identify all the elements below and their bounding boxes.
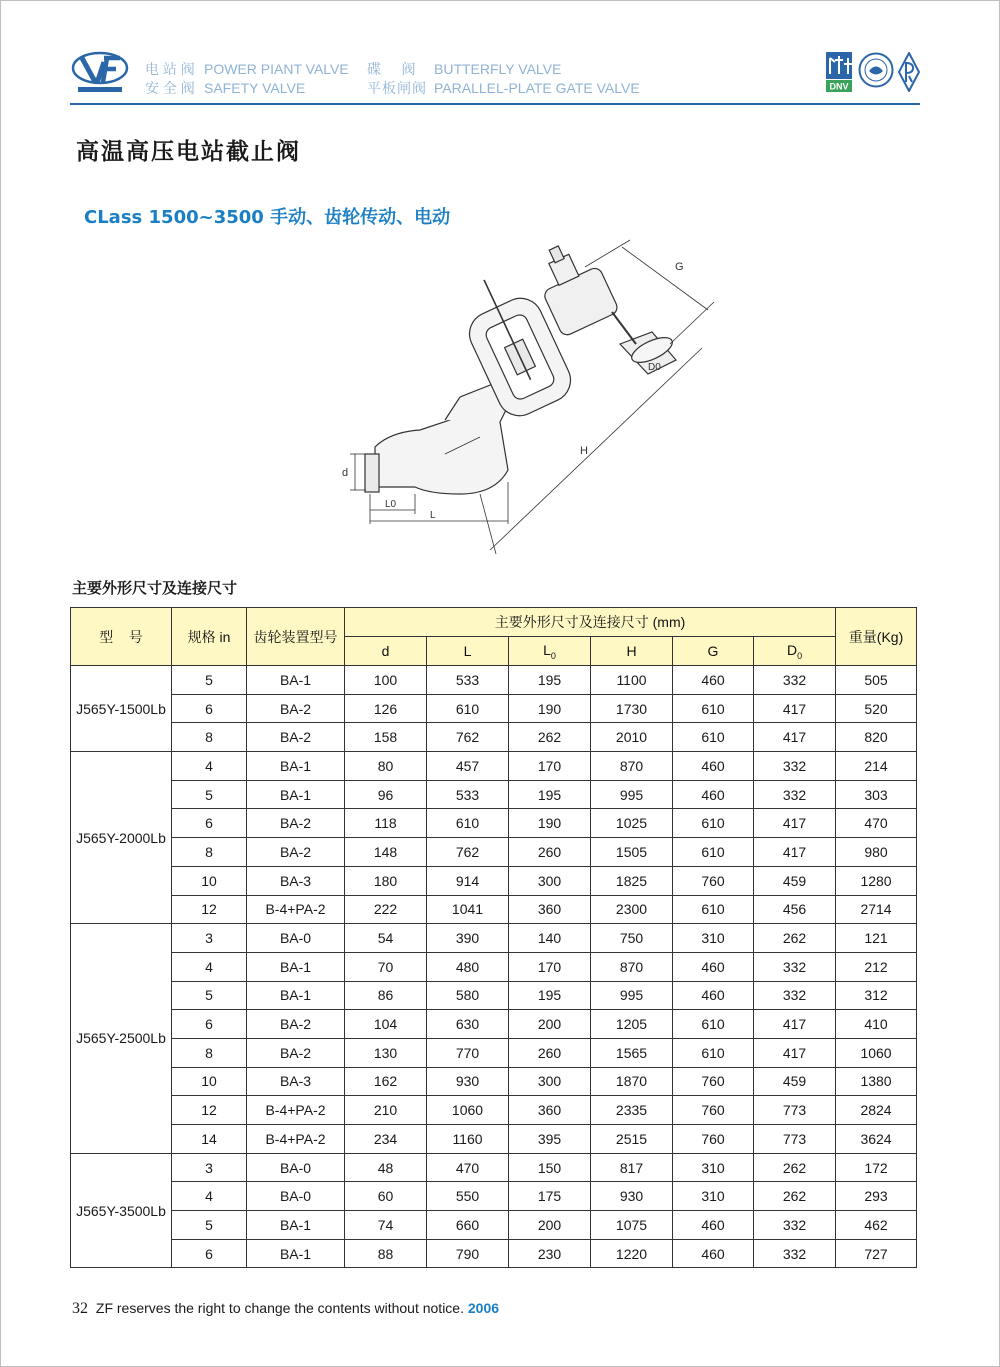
table-body [71,666,917,1268]
model-cell: J565Y-1500Lb [71,666,172,752]
cell-d: 104 [345,1010,427,1039]
dnv-cert-icon [826,52,852,92]
cell-d0: 332 [754,780,836,809]
cell-gear: BA-1 [247,752,345,781]
cell-d0: 332 [754,666,836,695]
table-row [71,1153,917,1182]
header-dims-group: 主要外形尺寸及连接尺寸 (mm) [345,608,836,637]
cell-gear: BA-2 [247,809,345,838]
cell-h: 1025 [591,809,673,838]
cell-d0: 417 [754,1010,836,1039]
label-d0: D0 [648,362,661,373]
footer-notice: ZF reserves the right to change the contents without notice. [95,1300,464,1316]
page-number: 32 [72,1300,88,1317]
cell-h: 2515 [591,1125,673,1154]
cell-weight: 214 [836,752,917,781]
page-subtitle: CLass 1500~3500 手动、齿轮传动、电动 [84,207,451,228]
cell-size: 5 [172,1211,247,1240]
cell-weight: 980 [836,838,917,867]
cell-size: 8 [172,838,247,867]
table-row [71,1010,917,1039]
cell-weight: 303 [836,780,917,809]
cell-d: 162 [345,1067,427,1096]
cell-h: 1565 [591,1038,673,1067]
table-row [71,1067,917,1096]
cell-l0: 175 [509,1182,591,1211]
header-cn-column-2 [367,60,427,98]
cell-size: 12 [172,1096,247,1125]
cell-l: 610 [427,809,509,838]
cell-g: 460 [673,981,754,1010]
header-cn-column-1 [145,60,195,98]
cell-d: 118 [345,809,427,838]
cell-d0: 262 [754,1153,836,1182]
cell-size: 6 [172,809,247,838]
cell-weight: 1380 [836,1067,917,1096]
header-text: PARALLEL-PLATE GATE VALVE [434,80,640,96]
cell-h: 1205 [591,1010,673,1039]
header-d: d [345,637,427,666]
cell-gear: BA-1 [247,666,345,695]
cell-d0: 417 [754,838,836,867]
model-cell: J565Y-3500Lb [71,1153,172,1268]
cell-h: 1825 [591,866,673,895]
cell-weight: 520 [836,694,917,723]
cell-d: 100 [345,666,427,695]
header-h: H [591,637,673,666]
cell-l0: 170 [509,752,591,781]
cell-h: 1870 [591,1067,673,1096]
cell-l: 770 [427,1038,509,1067]
cell-gear: BA-3 [247,866,345,895]
valve-dimension-drawing [330,232,720,562]
header-gear: 齿轮装置型号 [247,608,345,666]
cell-gear: BA-0 [247,924,345,953]
table-row [71,981,917,1010]
cell-d: 148 [345,838,427,867]
page-header [70,40,920,104]
header-text: SAFETY VALVE [204,80,306,96]
cell-h: 1220 [591,1239,673,1268]
cell-l0: 195 [509,666,591,695]
cell-l: 390 [427,924,509,953]
cell-d0: 262 [754,924,836,953]
cell-l: 610 [427,694,509,723]
page-title: 高温高压电站截止阀 [76,139,301,165]
table-row [71,666,917,695]
table-row [71,694,917,723]
label-l: L [430,510,436,521]
cell-g: 760 [673,1125,754,1154]
cell-l: 660 [427,1211,509,1240]
cell-l: 457 [427,752,509,781]
cell-d: 88 [345,1239,427,1268]
cell-l: 914 [427,866,509,895]
cell-weight: 505 [836,666,917,695]
table-row [71,1096,917,1125]
header-text: 电 站 阀 [145,61,195,77]
cell-d: 180 [345,866,427,895]
cell-g: 460 [673,1211,754,1240]
cell-size: 8 [172,723,247,752]
cell-d: 60 [345,1182,427,1211]
header-d0 [754,637,836,666]
cell-size: 4 [172,752,247,781]
header-en-column-1 [204,60,349,98]
label-g: G [675,261,684,273]
cell-g: 310 [673,1153,754,1182]
cell-g: 610 [673,809,754,838]
header-text: POWER PIANT VALVE [204,61,349,77]
cell-l: 480 [427,952,509,981]
cell-l: 1160 [427,1125,509,1154]
dimension-d [350,454,366,490]
header-g: G [673,637,754,666]
cell-gear: B-4+PA-2 [247,895,345,924]
cell-l0: 260 [509,1038,591,1067]
cell-g: 610 [673,895,754,924]
cell-gear: B-4+PA-2 [247,1125,345,1154]
cell-h: 1075 [591,1211,673,1240]
cell-size: 6 [172,694,247,723]
cell-g: 460 [673,1239,754,1268]
handwheel [612,312,676,374]
table-row [71,1125,917,1154]
cell-d0: 417 [754,723,836,752]
valve-body [375,410,508,494]
label-l0: L0 [385,499,397,510]
cell-gear: BA-1 [247,952,345,981]
cell-size: 14 [172,1125,247,1154]
header-d0-main: D [786,641,798,658]
table-caption: 主要外形尺寸及连接尺寸 [72,579,238,597]
cell-g: 760 [673,1067,754,1096]
cell-size: 12 [172,895,247,924]
cell-l: 533 [427,780,509,809]
cell-gear: BA-2 [247,723,345,752]
cell-h: 1730 [591,694,673,723]
table-row [71,1211,917,1240]
cell-h: 995 [591,780,673,809]
cell-d0: 456 [754,895,836,924]
cell-size: 5 [172,666,247,695]
cell-g: 610 [673,1010,754,1039]
cell-l0: 150 [509,1153,591,1182]
cell-d0: 262 [754,1182,836,1211]
cell-l0: 395 [509,1125,591,1154]
header-text: 安 全 阀 [145,80,195,96]
cell-weight: 462 [836,1211,917,1240]
table-row [71,895,917,924]
cell-d0: 417 [754,694,836,723]
cell-size: 4 [172,952,247,981]
page-footer [72,1300,499,1318]
cell-d: 96 [345,780,427,809]
cell-d: 48 [345,1153,427,1182]
table-row [71,866,917,895]
cell-gear: B-4+PA-2 [247,1096,345,1125]
cell-weight: 2824 [836,1096,917,1125]
table-row [71,838,917,867]
header-l: L [427,637,509,666]
dimensions-table [70,607,917,1268]
cell-l0: 170 [509,952,591,981]
cell-g: 460 [673,666,754,695]
cell-weight: 2714 [836,895,917,924]
cell-h: 930 [591,1182,673,1211]
cell-gear: BA-1 [247,1211,345,1240]
cell-size: 6 [172,1239,247,1268]
cell-weight: 3624 [836,1125,917,1154]
cell-gear: BA-0 [247,1153,345,1182]
company-logo-icon [70,48,130,96]
cell-d0: 417 [754,809,836,838]
cell-h: 750 [591,924,673,953]
cell-g: 310 [673,924,754,953]
cell-gear: BA-2 [247,1038,345,1067]
cell-weight: 820 [836,723,917,752]
header-text: 平板闸阀 [367,80,427,96]
header-text: 碟 阀 [367,61,417,77]
table-row [71,809,917,838]
cell-l: 470 [427,1153,509,1182]
cell-d0: 459 [754,866,836,895]
cell-l0: 190 [509,809,591,838]
cell-size: 10 [172,1067,247,1096]
table-row [71,952,917,981]
cell-l0: 200 [509,1211,591,1240]
cell-h: 870 [591,752,673,781]
table-row [71,723,917,752]
cell-weight: 172 [836,1153,917,1182]
cell-l: 533 [427,666,509,695]
cell-l: 550 [427,1182,509,1211]
cell-d: 158 [345,723,427,752]
cell-gear: BA-1 [247,981,345,1010]
model-cell: J565Y-2000Lb [71,752,172,924]
cell-gear: BA-1 [247,780,345,809]
cell-h: 2300 [591,895,673,924]
cell-g: 610 [673,1038,754,1067]
cell-weight: 312 [836,981,917,1010]
cell-size: 4 [172,1182,247,1211]
cell-d0: 332 [754,952,836,981]
cell-size: 3 [172,924,247,953]
cell-l0: 300 [509,1067,591,1096]
api-monogram-icon [898,52,920,92]
cell-weight: 410 [836,1010,917,1039]
cell-d: 80 [345,752,427,781]
cell-d: 210 [345,1096,427,1125]
header-l0-sub: 0 [550,650,556,661]
cell-l0: 200 [509,1010,591,1039]
table-row [71,1239,917,1268]
cell-l0: 195 [509,981,591,1010]
cell-weight: 1280 [836,866,917,895]
cell-d: 234 [345,1125,427,1154]
cell-gear: BA-1 [247,1239,345,1268]
cell-d0: 773 [754,1125,836,1154]
header-weight: 重量(Kg) [836,608,917,666]
cell-size: 5 [172,981,247,1010]
cell-size: 10 [172,866,247,895]
cell-l0: 360 [509,1096,591,1125]
cell-h: 817 [591,1153,673,1182]
header-divider [70,103,920,105]
cell-d: 130 [345,1038,427,1067]
cell-l: 790 [427,1239,509,1268]
cell-l0: 360 [509,895,591,924]
cell-weight: 121 [836,924,917,953]
cell-h: 995 [591,981,673,1010]
cell-h: 1100 [591,666,673,695]
cell-g: 610 [673,838,754,867]
cell-d: 86 [345,981,427,1010]
cell-l0: 195 [509,780,591,809]
cell-l0: 262 [509,723,591,752]
cell-h: 870 [591,952,673,981]
cell-weight: 212 [836,952,917,981]
header-d0-sub: 0 [797,650,803,661]
cell-gear: BA-2 [247,1010,345,1039]
cell-l0: 230 [509,1239,591,1268]
cell-gear: BA-2 [247,694,345,723]
cell-size: 3 [172,1153,247,1182]
table-row [71,780,917,809]
certification-seal-icon [858,52,894,88]
cell-weight: 293 [836,1182,917,1211]
dnv-label: DNV [829,81,849,92]
cell-l0: 190 [509,694,591,723]
table-row [71,1182,917,1211]
cell-g: 310 [673,1182,754,1211]
cell-weight: 1060 [836,1038,917,1067]
cell-size: 6 [172,1010,247,1039]
cell-g: 460 [673,752,754,781]
cell-l: 930 [427,1067,509,1096]
cell-l: 630 [427,1010,509,1039]
cell-d: 54 [345,924,427,953]
cell-gear: BA-2 [247,838,345,867]
cell-gear: BA-3 [247,1067,345,1096]
cell-d0: 332 [754,1211,836,1240]
cell-d0: 773 [754,1096,836,1125]
table-row [71,924,917,953]
cell-d0: 417 [754,1038,836,1067]
label-h: H [580,445,588,457]
model-cell: J565Y-2500Lb [71,924,172,1154]
cell-d: 222 [345,895,427,924]
cell-l: 1060 [427,1096,509,1125]
cell-l0: 300 [509,866,591,895]
header-size: 规格 in [172,608,247,666]
cell-h: 2335 [591,1096,673,1125]
label-d: d [342,467,349,479]
inlet-pipe [365,454,379,492]
footer-year: 2006 [467,1300,500,1316]
cell-h: 1505 [591,838,673,867]
cell-g: 460 [673,952,754,981]
cell-g: 760 [673,1096,754,1125]
cell-d0: 332 [754,752,836,781]
cell-l: 762 [427,723,509,752]
cell-d: 126 [345,694,427,723]
cell-g: 610 [673,694,754,723]
header-l0-main: L [543,641,551,658]
cell-weight: 727 [836,1239,917,1268]
cell-g: 760 [673,866,754,895]
cell-d0: 332 [754,1239,836,1268]
cell-size: 5 [172,780,247,809]
cell-l0: 140 [509,924,591,953]
cell-g: 460 [673,780,754,809]
header-l0 [509,637,591,666]
table-row [71,1038,917,1067]
cell-size: 8 [172,1038,247,1067]
cell-h: 2010 [591,723,673,752]
cell-d: 70 [345,952,427,981]
cell-l: 762 [427,838,509,867]
cell-d: 74 [345,1211,427,1240]
cell-l0: 260 [509,838,591,867]
cell-l: 580 [427,981,509,1010]
table-row [71,752,917,781]
header-text: BUTTERFLY VALVE [434,61,562,77]
cell-d0: 332 [754,981,836,1010]
cell-l: 1041 [427,895,509,924]
cell-weight: 470 [836,809,917,838]
cell-g: 610 [673,723,754,752]
header-model: 型 号 [71,608,172,666]
cell-gear: BA-0 [247,1182,345,1211]
header-en-column-2 [434,60,640,98]
cell-d0: 459 [754,1067,836,1096]
